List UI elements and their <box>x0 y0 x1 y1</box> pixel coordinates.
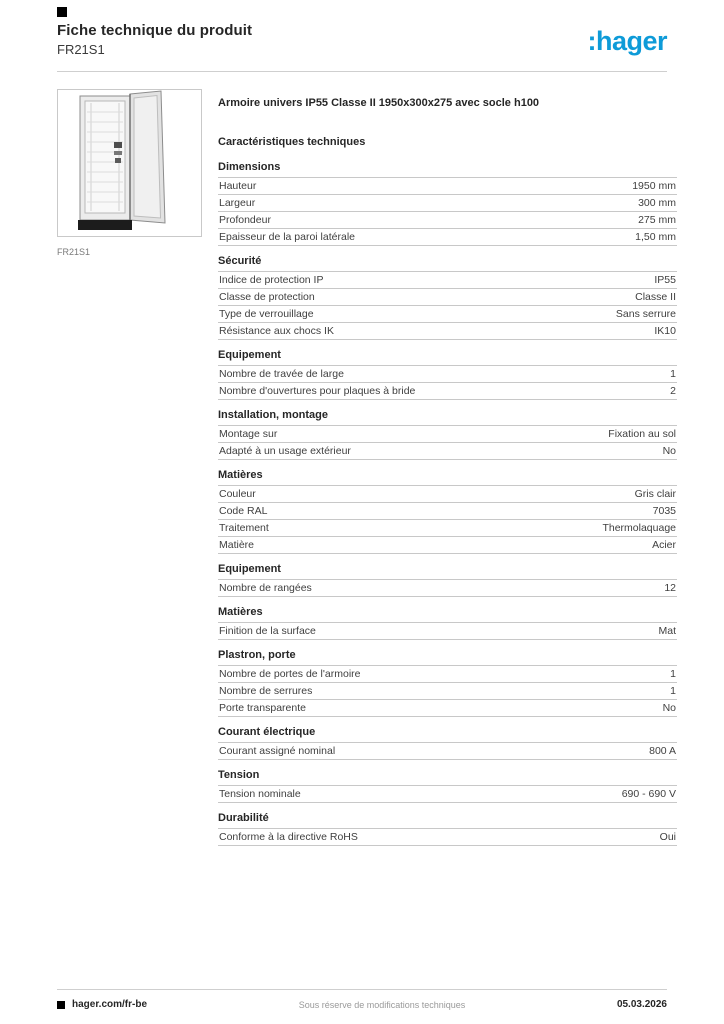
spec-value: Oui <box>659 831 676 844</box>
footer-date: 05.03.2026 <box>616 999 667 1010</box>
spec-value: No <box>662 445 676 458</box>
spec-rows <box>218 622 677 640</box>
spec-row <box>218 383 677 400</box>
spec-value: Sans serrure <box>615 308 676 321</box>
spec-value: 1950 mm <box>632 180 676 193</box>
section <box>218 409 677 460</box>
spec-row <box>218 580 677 597</box>
spec-value: Classe II <box>635 291 676 304</box>
spec-label: Code RAL <box>219 505 268 518</box>
image-caption: FR21S1 <box>57 247 91 257</box>
section <box>218 161 677 246</box>
spec-value: Thermolaquage <box>602 522 676 535</box>
section-title: Equipement <box>218 563 281 576</box>
spec-row <box>218 289 677 306</box>
section-title: Matières <box>218 469 263 482</box>
hager-logo: :hager <box>587 26 667 56</box>
spec-row <box>218 178 677 195</box>
spec-row <box>218 443 677 460</box>
spec-row <box>218 486 677 503</box>
section-title: Sécurité <box>218 255 262 268</box>
cabinet-illustration <box>58 90 201 236</box>
section <box>218 812 677 846</box>
spec-label: Nombre de portes de l'armoire <box>219 668 361 681</box>
spec-rows <box>218 271 677 340</box>
spec-label: Profondeur <box>219 214 271 227</box>
section-title: Installation, montage <box>218 409 329 422</box>
spec-label: Classe de protection <box>219 291 315 304</box>
spec-rows <box>218 742 677 760</box>
spec-row <box>218 743 677 760</box>
spec-label: Conforme à la directive RoHS <box>219 831 358 844</box>
spec-label: Tension nominale <box>219 788 301 801</box>
spec-row <box>218 426 677 443</box>
spec-rows <box>218 579 677 597</box>
header-divider <box>57 71 667 72</box>
spec-row <box>218 666 677 683</box>
spec-label: Epaisseur de la paroi latérale <box>219 231 355 244</box>
spec-value: 1 <box>670 668 676 681</box>
spec-label: Nombre de rangées <box>219 582 312 595</box>
corner-square <box>57 7 67 17</box>
section <box>218 469 677 554</box>
spec-row <box>218 229 677 246</box>
section <box>218 606 677 640</box>
spec-value: 1,50 mm <box>635 231 676 244</box>
section <box>218 349 677 400</box>
spec-label: Porte transparente <box>219 702 306 715</box>
spec-column <box>218 89 677 855</box>
header <box>57 7 667 57</box>
footer-link[interactable]: hager.com/fr-be <box>72 999 148 1010</box>
spec-label: Largeur <box>219 197 256 210</box>
spec-label: Montage sur <box>219 428 278 441</box>
footer-disclaimer: Sous réserve de modifications techniques <box>298 999 466 1010</box>
spec-row <box>218 212 677 229</box>
spec-row <box>218 520 677 537</box>
spec-row <box>218 323 677 340</box>
footer-left <box>57 999 147 1010</box>
spec-row <box>218 503 677 520</box>
section-title: Courant électrique <box>218 726 316 739</box>
spec-value: Acier <box>652 539 676 552</box>
section-title: Durabilité <box>218 812 269 825</box>
section-title: Dimensions <box>218 161 281 174</box>
spec-value: 1 <box>670 685 676 698</box>
spec-value: 1 <box>670 368 676 381</box>
product-image <box>57 89 202 237</box>
spec-value: No <box>662 702 676 715</box>
spec-row <box>218 272 677 289</box>
spec-label: Matière <box>219 539 255 552</box>
spec-value: Gris clair <box>634 488 676 501</box>
section-title: Tension <box>218 769 260 782</box>
section-title: Equipement <box>218 349 281 362</box>
spec-rows <box>218 665 677 717</box>
section <box>218 769 677 803</box>
section <box>218 255 677 340</box>
spec-label: Type de verrouillage <box>219 308 314 321</box>
image-column <box>57 89 202 855</box>
spec-label: Adapté à un usage extérieur <box>219 445 351 458</box>
spec-rows <box>218 177 677 246</box>
spec-rows <box>218 425 677 460</box>
spec-value: 7035 <box>652 505 676 518</box>
spec-value: 800 A <box>649 745 676 758</box>
section-title: Plastron, porte <box>218 649 296 662</box>
spec-label: Nombre de serrures <box>219 685 313 698</box>
spec-label: Couleur <box>219 488 256 501</box>
spec-row <box>218 683 677 700</box>
footer-square <box>57 1001 65 1009</box>
spec-value: 12 <box>664 582 676 595</box>
spec-label: Indice de protection IP <box>219 274 324 287</box>
spec-rows <box>218 365 677 400</box>
product-name: Armoire univers IP55 Classe II 1950x300x275 avec socle h100 <box>218 97 540 109</box>
spec-label: Nombre d'ouvertures pour plaques à bride <box>219 385 416 398</box>
spec-row <box>218 537 677 554</box>
spec-label: Résistance aux chocs IK <box>219 325 334 338</box>
content <box>57 89 677 855</box>
spec-value: 275 mm <box>638 214 676 227</box>
spec-row <box>218 366 677 383</box>
product-code: FR21S1 <box>57 42 105 57</box>
section <box>218 726 677 760</box>
spec-row <box>218 195 677 212</box>
spec-row <box>218 829 677 846</box>
title-block <box>57 22 252 57</box>
spec-label: Finition de la surface <box>219 625 316 638</box>
sections <box>218 161 677 846</box>
spec-value: IK10 <box>654 325 676 338</box>
spec-label: Nombre de travée de large <box>219 368 344 381</box>
spec-row <box>218 306 677 323</box>
spec-row <box>218 623 677 640</box>
spec-value: Fixation au sol <box>608 428 676 441</box>
spec-value: 2 <box>670 385 676 398</box>
spec-label: Traitement <box>219 522 269 535</box>
spec-value: IP55 <box>654 274 676 287</box>
spec-rows <box>218 785 677 803</box>
footer <box>57 989 667 1010</box>
spec-value: 300 mm <box>638 197 676 210</box>
spec-rows <box>218 828 677 846</box>
spec-value: Mat <box>658 625 676 638</box>
characteristics-title: Caractéristiques techniques <box>218 136 366 149</box>
page-title: Fiche technique du produit <box>57 22 253 39</box>
spec-rows <box>218 485 677 554</box>
spec-row <box>218 786 677 803</box>
section <box>218 649 677 717</box>
spec-label: Courant assigné nominal <box>219 745 336 758</box>
spec-label: Hauteur <box>219 180 257 193</box>
spec-row <box>218 700 677 717</box>
section-title: Matières <box>218 606 263 619</box>
spec-value: 690 - 690 V <box>621 788 676 801</box>
section <box>218 563 677 597</box>
